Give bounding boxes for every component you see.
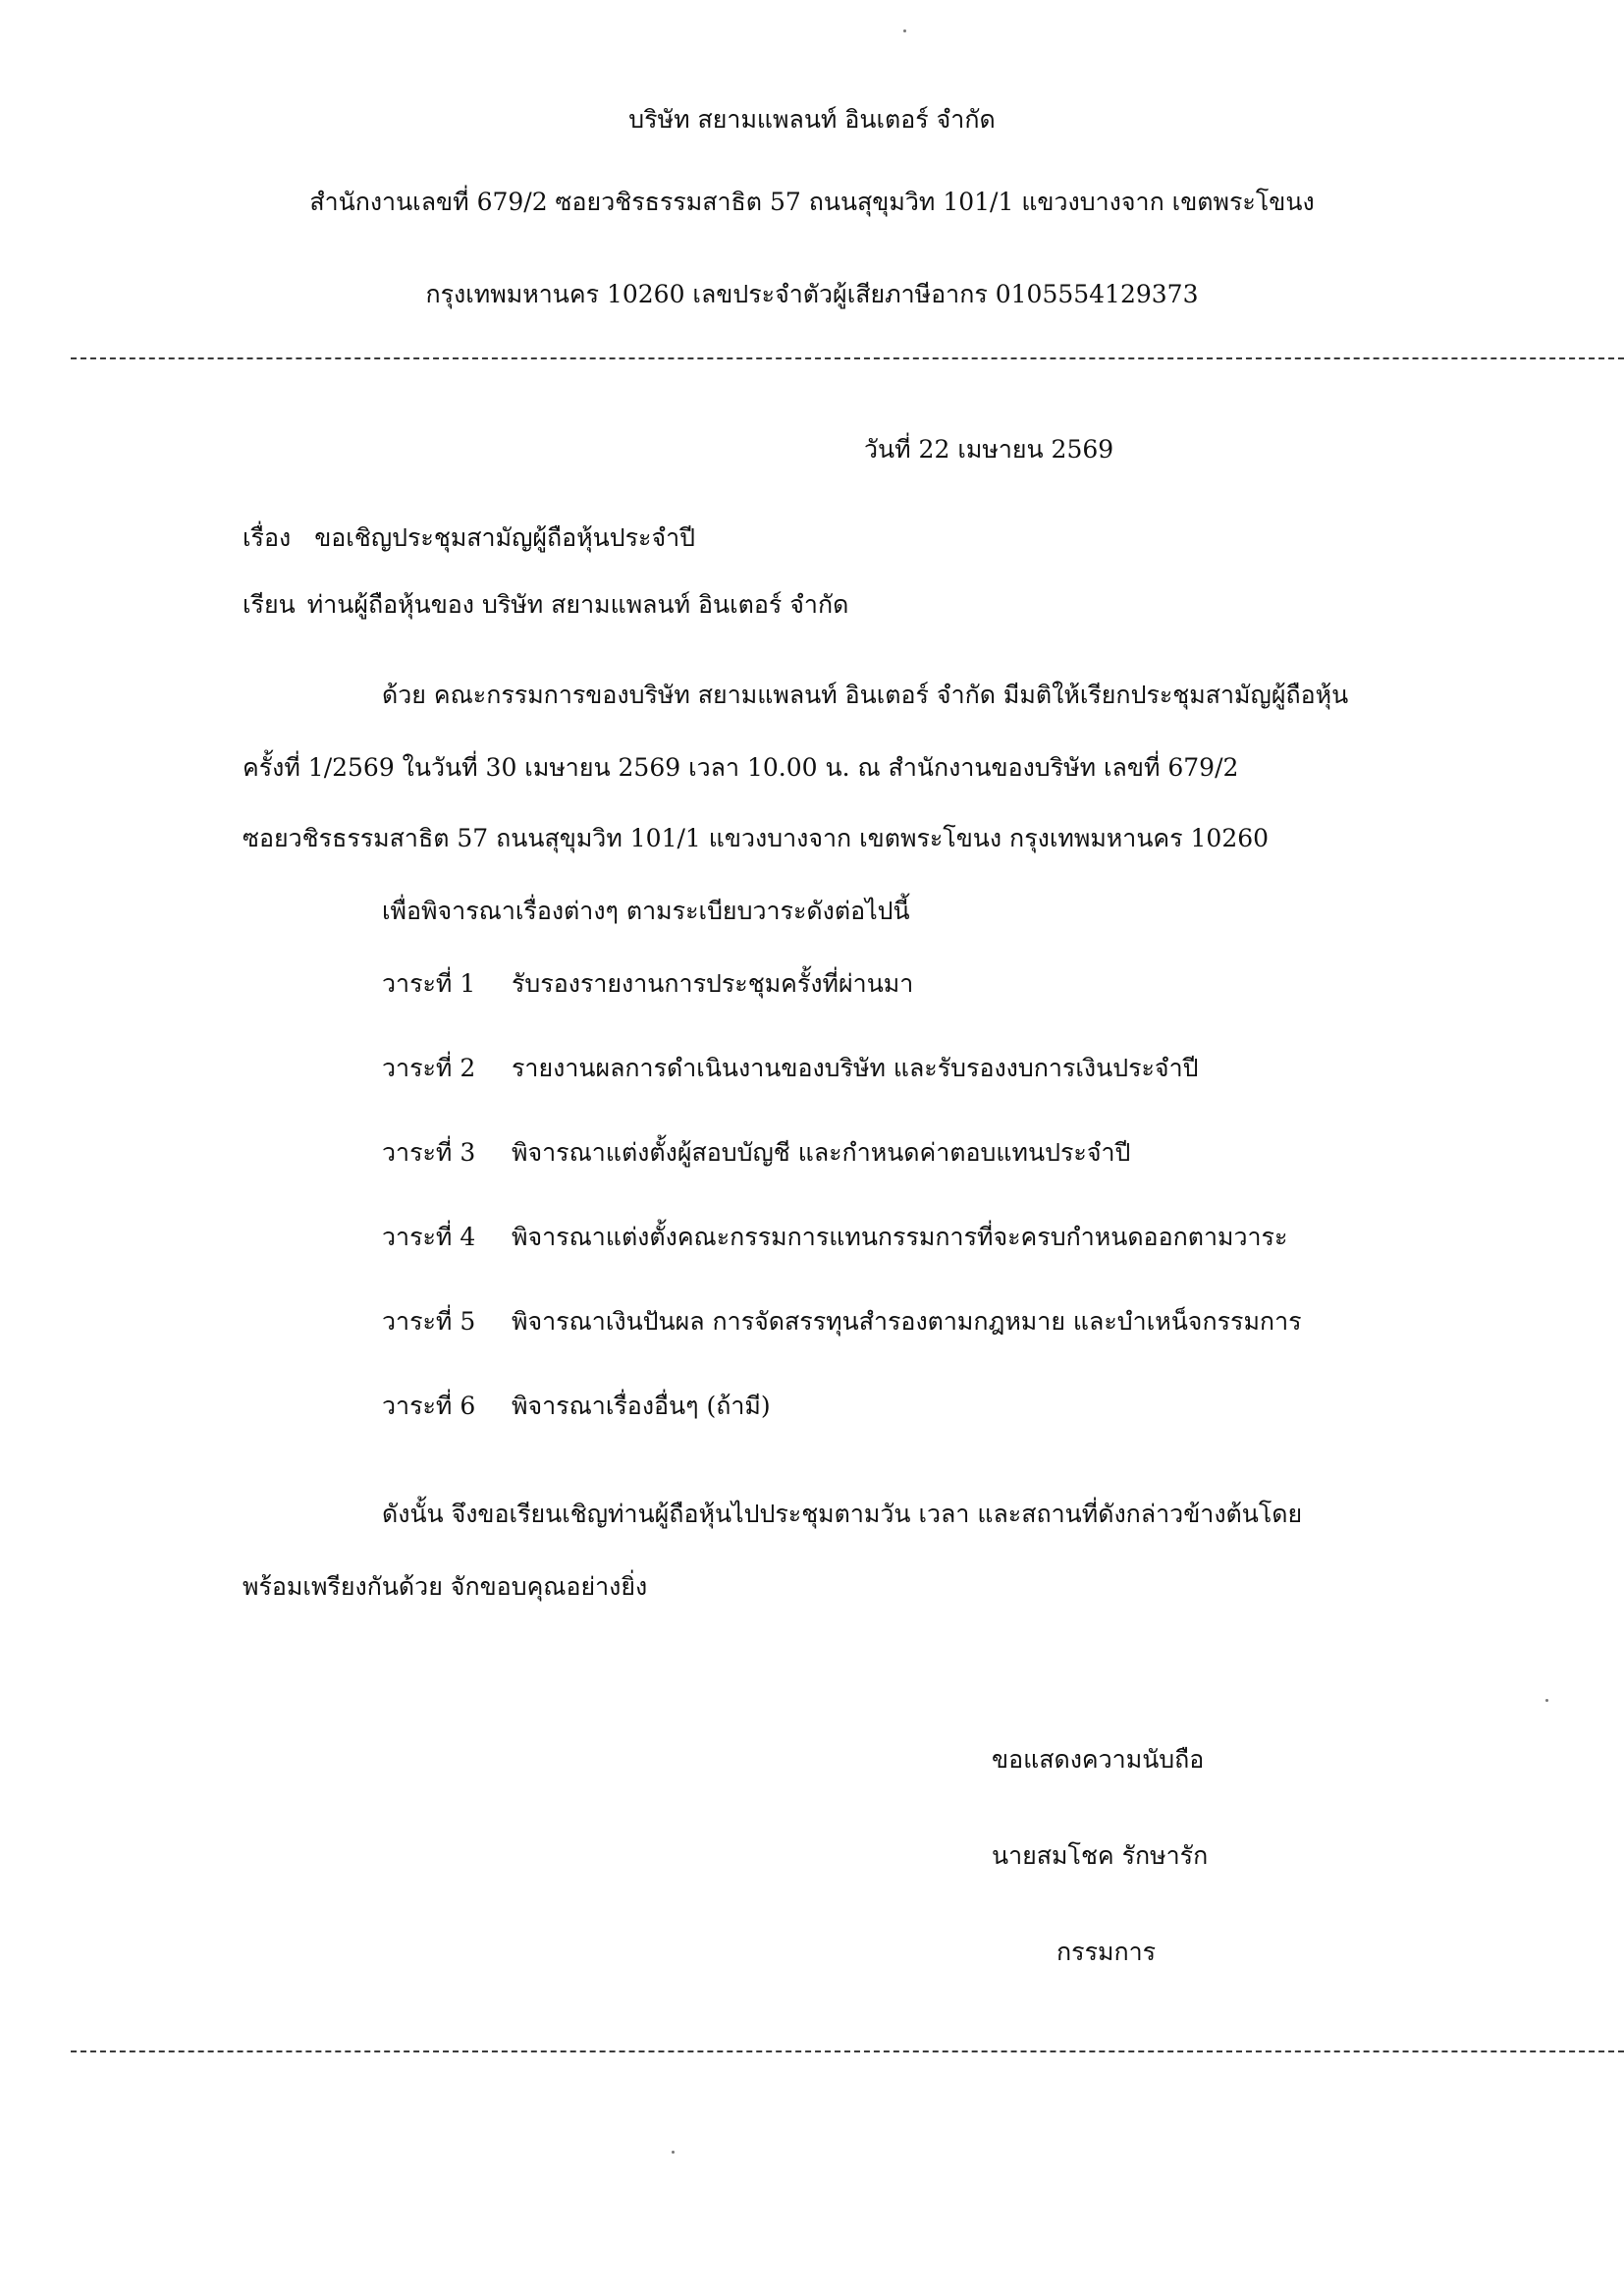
subject-line (243, 520, 695, 556)
closing-line-2: พร้อมเพรียงกันด้วย จักขอบคุณอย่างยิ่ง (243, 1572, 648, 1601)
agenda-item-6 (382, 1389, 771, 1424)
agenda-text: พิจารณาเรื่องอื่นๆ (ถ้ามี) (512, 1392, 771, 1420)
recipient-text: ท่านผู้ถือหุ้นของ บริษัท สยามแพลนท์ อินเตอร์ จำกัด (306, 590, 849, 619)
header-divider (71, 357, 1624, 359)
agenda-number: วาระที่ 3 (382, 1138, 476, 1167)
agenda-item-5 (382, 1304, 1302, 1339)
company-address: สำนักงานเลขที่ 679/2 ซอยวชิรธรรมสาธิต 57 ถนนสุขุมวิท 101/1 แขวงบางจาก เขตพระโขนง (309, 188, 1315, 216)
agenda-text: พิจารณาแต่งตั้งผู้สอบบัญชี และกำหนดค่าตอบแทนประจำปี (512, 1138, 1131, 1167)
agenda-number: วาระที่ 5 (382, 1307, 476, 1336)
agenda-intro: เพื่อพิจารณาเรื่องต่างๆ ตามระเบียบวาระดังต่อไปนี้ (382, 897, 910, 925)
agenda-number: วาระที่ 2 (382, 1054, 476, 1082)
agenda-number: วาระที่ 1 (382, 969, 476, 998)
company-city-tax-id: กรุงเทพมหานคร 10260 เลขประจำตัวผู้เสียภาษีอากร 0105554129373 (425, 280, 1199, 308)
subject-text: ขอเชิญประชุมสามัญผู้ถือหุ้นประจำปี (314, 523, 696, 552)
agenda-item-2 (382, 1051, 1198, 1086)
scan-speck (1545, 1699, 1548, 1702)
recipient-label: เรียน (243, 590, 296, 619)
agenda-text: พิจารณาเงินปันผล การจัดสรรทุนสำรองตามกฎหมาย และบำเหน็จกรรมการ (512, 1307, 1302, 1336)
recipient-line (243, 587, 848, 623)
footer-divider (71, 2050, 1624, 2052)
signer-title: กรรมการ (1056, 1938, 1157, 1966)
scan-speck (903, 29, 906, 32)
company-name: บริษัท สยามแพลนท์ อินเตอร์ จำกัด (628, 105, 996, 134)
agenda-number: วาระที่ 4 (382, 1223, 476, 1251)
body-line-2: ครั้งที่ 1/2569 ในวันที่ 30 เมษายน 2569 เวลา 10.00 น. ณ สำนักงานของบริษัท เลขที่ 679/2 (243, 753, 1239, 782)
agenda-item-4 (382, 1220, 1287, 1255)
agenda-item-3 (382, 1135, 1130, 1171)
sign-off: ขอแสดงความนับถือ (992, 1745, 1205, 1774)
agenda-text: พิจารณาแต่งตั้งคณะกรรมการแทนกรรมการที่จะครบกำหนดออกตามวาระ (512, 1223, 1288, 1251)
scan-speck (672, 2151, 675, 2154)
subject-label: เรื่อง (243, 523, 292, 552)
agenda-text: รายงานผลการดำเนินงานของบริษัท และรับรองงบการเงินประจำปี (512, 1054, 1199, 1082)
agenda-text: รับรองรายงานการประชุมครั้งที่ผ่านมา (512, 969, 914, 998)
body-line-1: ด้วย คณะกรรมการของบริษัท สยามแพลนท์ อินเตอร์ จำกัด มีมติให้เรียกประชุมสามัญผู้ถือหุ้น (382, 681, 1349, 709)
body-line-3: ซอยวชิรธรรมสาธิต 57 ถนนสุขุมวิท 101/1 แขวงบางจาก เขตพระโขนง กรุงเทพมหานคร 10260 (243, 824, 1270, 852)
closing-line-1: ดังนั้น จึงขอเรียนเชิญท่านผู้ถือหุ้นไปประชุมตามวัน เวลา และสถานที่ดังกล่าวข้างต้นโดย (382, 1500, 1303, 1528)
letter-date: วันที่ 22 เมษายน 2569 (864, 435, 1114, 464)
signer-name: นายสมโชค รักษารัก (992, 1841, 1209, 1870)
agenda-item-1 (382, 966, 913, 1002)
agenda-number: วาระที่ 6 (382, 1392, 476, 1420)
